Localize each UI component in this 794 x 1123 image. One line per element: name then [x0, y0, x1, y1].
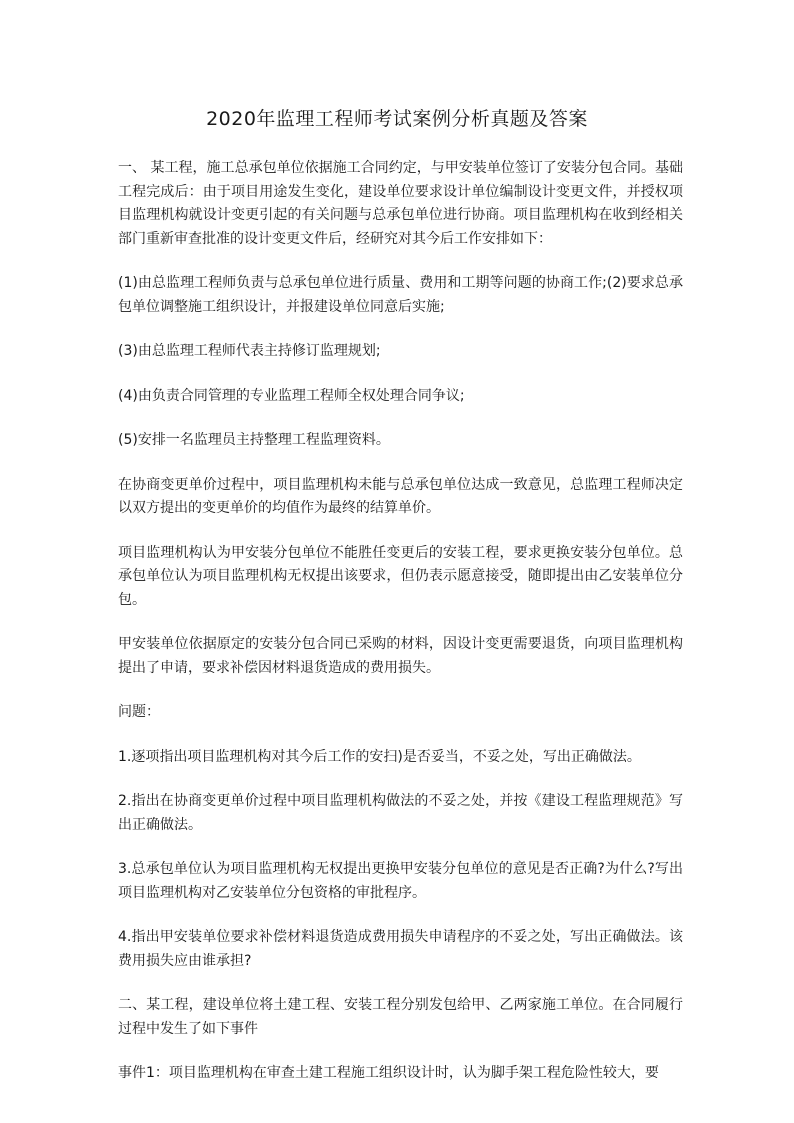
question-item: 2.指出在协商变更单价过程中项目监理机构做法的不妥之处，并按《建设工程监理规范》写出正确做法。	[118, 793, 683, 833]
paragraph: 项目监理机构认为甲安装分包单位不能胜任变更后的安装工程，要求更换安装分包单位。总承包单位认为项目监理机构无权提出该要求，但仍表示愿意接受，随即提出由乙安装单位分包。	[118, 544, 683, 608]
paragraph: 二、某工程，建设单位将土建工程、安装工程分别发包给甲、乙两家施工单位。在合同履行过程中发生了如下事件	[118, 997, 683, 1037]
paragraph: (4)由负责合同管理的专业监理工程师全权处理合同争议;	[118, 387, 465, 404]
questions-heading: 问题：	[118, 704, 160, 720]
question-item: 4.指出甲安装单位要求补偿材料退货造成费用损失申请程序的不妥之处，写出正确做法。该费用损失应由谁承担?	[118, 929, 683, 969]
paragraph: 事件1：项目监理机构在审查土建工程施工组织设计时，认为脚手架工程危险性较大，要	[118, 1065, 659, 1081]
question-item: 3.总承包单位认为项目监理机构无权提出更换甲安装分包单位的意见是否正确?为什么?写出项目监理机构对乙安装单位分包资格的审批程序。	[118, 861, 683, 901]
paragraph: (5)安排一名监理员主持整理工程监理资料。	[118, 432, 390, 448]
paragraph: 一、 某工程，施工总承包单位依据施工合同约定，与甲安装单位签订了安装分包合同。基础工程完成后：由于项目用途发生变化，建设单位要求设计单位编制设计变更文件，并授权项目监理机构就设计变更引起的有关问题与总承包单位进行协商。项目监理机构在收到经相关部门重新审查批准的设计变更文件后，经研究对其今后工作安排如下：	[118, 160, 683, 247]
document-title: 2020年监理工程师考试案例分析真题及答案	[206, 108, 588, 130]
paragraph: 在协商变更单价过程中，项目监理机构未能与总承包单位达成一致意见，总监理工程师决定以双方提出的变更单价的均值作为最终的结算单价。	[118, 476, 683, 516]
paragraph: (3)由总监理工程师代表主持修订监理规划;	[118, 343, 381, 359]
document-body	[118, 157, 683, 1107]
paragraph: 甲安装单位依据原定的安装分包合同已采购的材料，因设计变更需要退货，向项目监理机构提出了申请，要求补偿因材料退货造成的费用损失。	[118, 636, 683, 676]
paragraph: (1)由总监理工程师负责与总承包单位进行质量、费用和工期等问题的协商工作;(2)要求总承包单位调整施工组织设计，并报建设单位同意后实施;	[118, 275, 683, 315]
question-item: 1.逐项指出项目监理机构对其今后工作的安扫)是否妥当，不妥之处，写出正确做法。	[118, 748, 641, 765]
